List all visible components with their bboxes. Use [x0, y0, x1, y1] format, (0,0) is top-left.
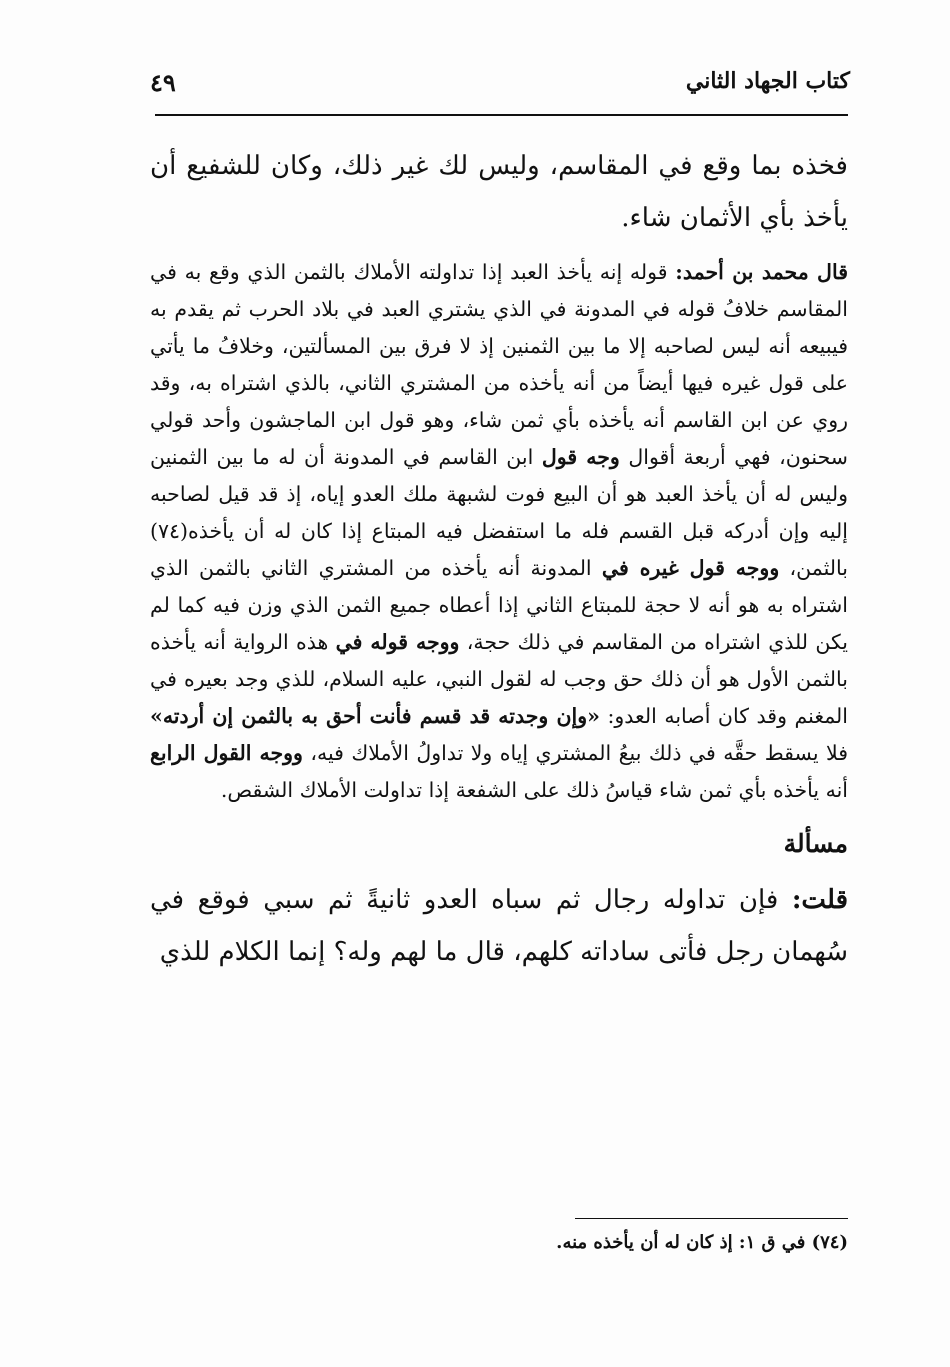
- paragraph-text: قوله إنه يأخذ العبد إذا تداولته الأملاك بالثمن الذي وقع به في المقاسم خلافُ قوله في المدونة في الذي يشتري العبد في بلاد الحرب ثم يقدم به فيبيعه أنه ليس لصاحبه إلا ما بين الثمنين إذ لا فرق بين المسألتين، وخلافُ ما يأتي على قول غيره فيها أيضاً من أنه يأخذه من المشتري الثاني، بالذي اشتراه به، وقد روي عن ابن القاسم أنه يأخذه بأي ثمن شاء، وهو قول ابن الماجشون وأحد قولي سحنون، فهي أربعة أقوال: [150, 260, 848, 469]
- header-divider: [155, 114, 848, 116]
- paragraph-text: ابن القاسم في المدونة أن له ما بين الثمنين وليس له أن يأخذ العبد هو أن البيع فوت لشبهة ملك العدو إياه، إذ قد قيل لصاحبه إليه وإن أدركه قبل القسم فله ما استفضل فيه المبتاع إذا كان له أن يأخذه(٧٤) بالثمن،: [150, 445, 848, 580]
- running-title: كتاب الجهاد الثاني: [685, 68, 850, 94]
- paragraph-text: المدونة أنه يأخذه من المشتري الثاني بالثمن الذي اشتراه به هو أنه لا حجة للمبتاع الثاني إذا أعطاه جميع الثمن الذي وزن فيه كما لم يكن للذي اشتراه من المقاسم في ذلك حجة،: [150, 556, 848, 654]
- intro-paragraph: فخذه بما وقع في المقاسم، وليس لك غير ذلك، وكان للشفيع أن يأخذ بأي الأثمان شاء.: [150, 151, 848, 233]
- paragraph-text: هذه الرواية أنه يأخذه بالثمن الأول هو أن ذلك حق وجب له لقول النبي، عليه السلام، للذي وجد بعيره في المغنم وقد كان أصابه العدو:: [150, 630, 848, 728]
- footnote-divider: [575, 1218, 848, 1219]
- page-body: [150, 140, 848, 978]
- bold-phrase: ووجه قول غيره في: [601, 556, 780, 580]
- page-number: ٤٩: [150, 68, 176, 97]
- page-header: [150, 62, 850, 112]
- footnote: (٧٤) في ق ١: إذ كان له أن يأخذه منه.: [556, 1232, 848, 1253]
- hadith-quote: «وإن وجدته قد قسم فأنت أحق به بالثمن إن أردته»: [150, 704, 600, 728]
- section-heading: مسألة: [783, 829, 848, 858]
- paragraph-text: فإن تداوله رجال ثم سباه العدو ثانيةً ثم سبي فوقع في سُهمان رجل فأتى ساداته كلهم، قال ما لهم وله؟ إنما الكلام للذي: [150, 885, 848, 967]
- bold-phrase: ووجه قوله في: [335, 630, 460, 654]
- question-paragraph: [150, 874, 848, 978]
- paragraph-text: أنه يأخذه بأي ثمن شاء قياسُ ذلك على الشفعة إذا تداولت الأملاك الشقص.: [220, 778, 848, 802]
- speaker-label: قال محمد بن أحمد:: [675, 260, 848, 284]
- speaker-label: قلت:: [791, 885, 848, 915]
- commentary-paragraph: [150, 254, 848, 809]
- paragraph-text: فلا يسقط حقَّه في ذلك بيعُ المشتري إياه ولا تداولُ الأملاك فيه،: [302, 741, 848, 765]
- bold-phrase: وجه قول: [541, 445, 620, 469]
- bold-phrase: ووجه القول الرابع: [150, 741, 303, 765]
